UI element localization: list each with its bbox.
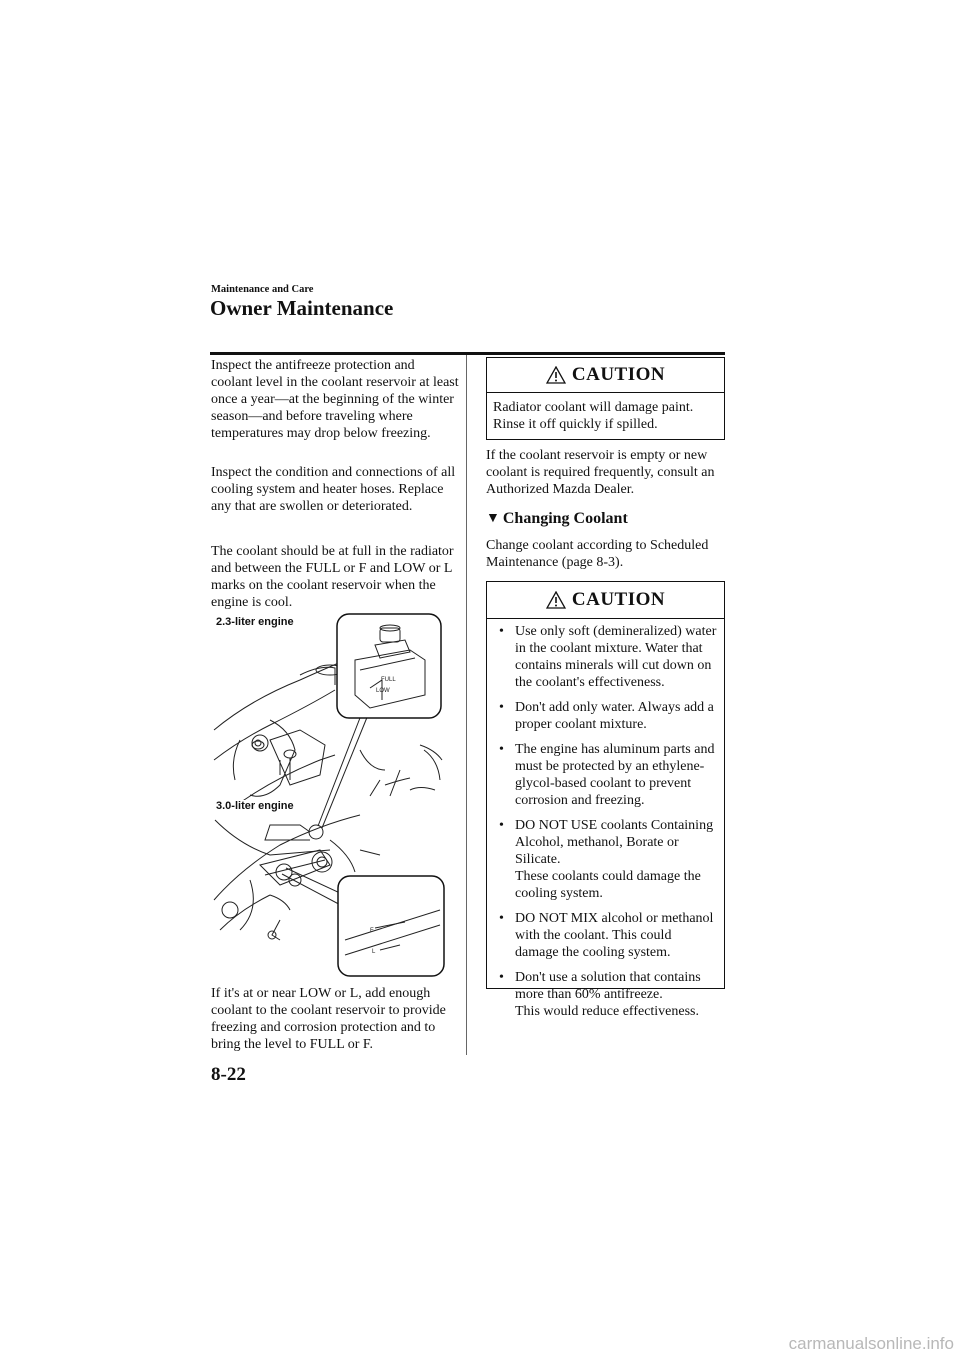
- page-number: 8-22: [211, 1064, 246, 1085]
- figure-label-2-3-liter: 2.3-liter engine: [216, 616, 294, 628]
- page-title: Owner Maintenance: [210, 296, 394, 320]
- paragraph-change-coolant: Change coolant according to Scheduled Maintenance (page 8-3).: [486, 538, 709, 570]
- l-mark-label: L: [372, 949, 376, 955]
- column-divider: [466, 355, 467, 1055]
- paragraph-inspect-antifreeze: Inspect the antifreeze protection and coolant level in the coolant reservoir at least once a year―at the beginning of the winter season―and before traveling where temperatures may drop below freezing.: [211, 358, 459, 441]
- f-mark-label: F: [370, 928, 374, 934]
- caution-item-text: Don't use a solution that contains more than 60% antifreeze. This would reduce effectiveness.: [515, 970, 701, 1019]
- caution-list-container: [487, 619, 724, 1034]
- caution-list-item: [493, 623, 718, 691]
- full-mark-label: FULL: [381, 677, 396, 683]
- caution-box-coolant: [486, 581, 725, 1019]
- engine-figure: [210, 610, 446, 978]
- figure-label-3-0-liter: 3.0-liter engine: [216, 800, 294, 812]
- section-label: Maintenance and Care: [211, 284, 314, 295]
- triangle-down-icon: ▼: [486, 511, 500, 526]
- warning-triangle-icon: [546, 366, 566, 384]
- engine-coolant-reservoir-illustration: [210, 610, 446, 978]
- caution-list-item: [493, 969, 718, 1020]
- caution-item-text: Don't add only water. Always add a proper coolant mixture.: [515, 700, 714, 732]
- caution-list-item: [493, 699, 718, 733]
- caution-header: [487, 358, 724, 393]
- bullet-icon: •: [499, 700, 504, 715]
- bullet-icon: •: [499, 742, 504, 757]
- warning-triangle-icon: [546, 591, 566, 609]
- watermark-text: carmanualsonline.info: [788, 1334, 954, 1353]
- caution-text: Radiator coolant will damage paint. Rinse it off quickly if spilled.: [493, 400, 694, 432]
- paragraph-inspect-hoses: Inspect the condition and connections of all cooling system and heater hoses. Replace any that are swollen or deteriorated.: [211, 465, 456, 514]
- caution-item-text: DO NOT MIX alcohol or methanol with the coolant. This could damage the cooling system.: [515, 911, 714, 960]
- low-mark-label: LOW: [376, 688, 390, 694]
- caution-heading: CAUTION: [571, 589, 666, 610]
- paragraph-add-coolant: If it's at or near LOW or L, add enough coolant to the coolant reservoir to provide freezing and corrosion protection and to bring the level to FULL or F.: [211, 986, 446, 1052]
- caution-item-text: Use only soft (demineralized) water in the coolant mixture. Water that contains minerals will cut down on the coolant's effectiveness.: [515, 624, 717, 690]
- paragraph-consult-dealer: If the coolant reservoir is empty or new coolant is required frequently, consult an Authorized Mazda Dealer.: [486, 448, 715, 497]
- caution-box-paint: [486, 357, 725, 440]
- caution-list-item: [493, 817, 718, 902]
- caution-list-item: [493, 910, 718, 961]
- header-divider: [210, 352, 725, 355]
- bullet-icon: •: [499, 911, 504, 926]
- subheading-changing-coolant: [486, 510, 628, 528]
- caution-item-text: DO NOT USE coolants Containing Alcohol, methanol, Borate or Silicate. These coolants could damage the cooling system.: [515, 818, 714, 901]
- caution-item-text: The engine has aluminum parts and must be protected by an ethylene-glycol-based coolant to prevent corrosion and freezing.: [515, 742, 715, 808]
- caution-list: [493, 623, 718, 1020]
- bullet-icon: •: [499, 624, 504, 639]
- paragraph-coolant-level: The coolant should be at full in the radiator and between the FULL or F and LOW or L marks on the coolant reservoir when the engine is cool.: [211, 544, 454, 610]
- caution-header: [487, 582, 724, 619]
- bullet-icon: •: [499, 818, 504, 833]
- caution-heading: CAUTION: [571, 364, 666, 385]
- caution-list-item: [493, 741, 718, 809]
- bullet-icon: •: [499, 970, 504, 985]
- subheading-text: Changing Coolant: [502, 510, 628, 527]
